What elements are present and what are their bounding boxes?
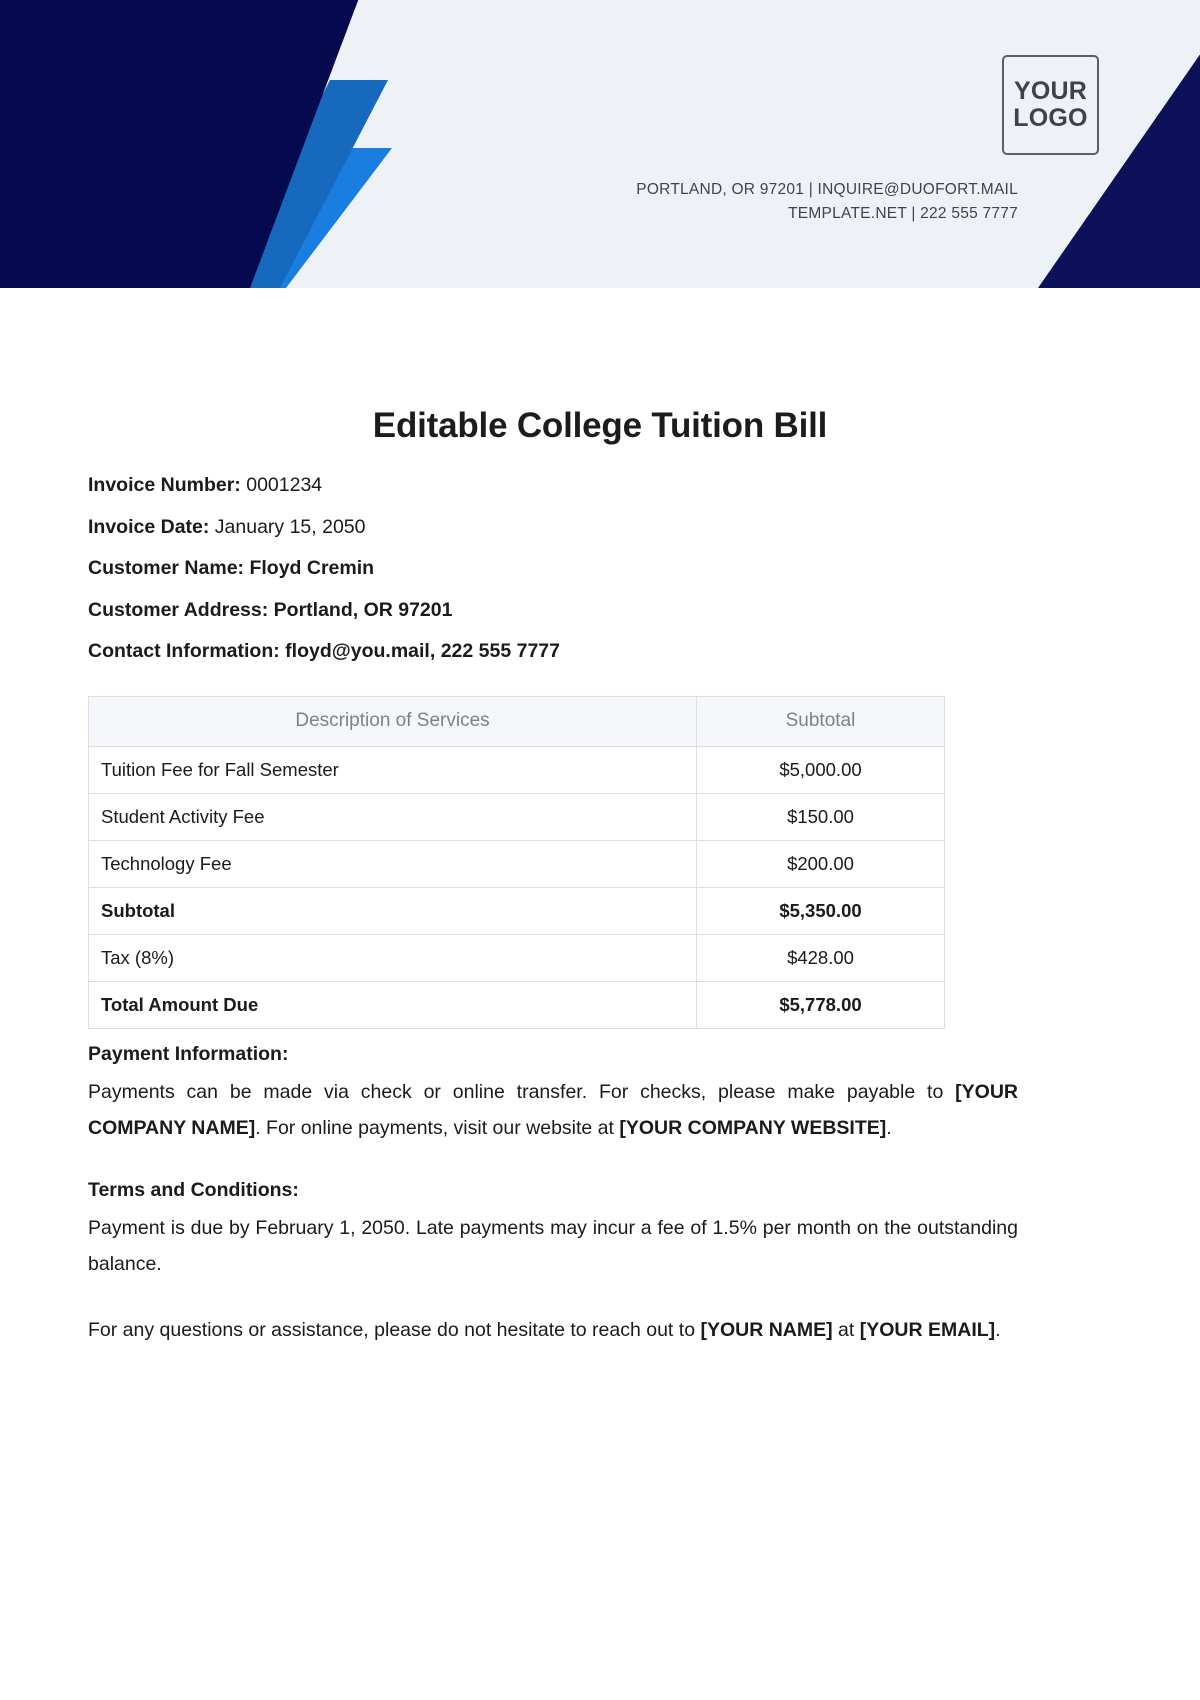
meta-customer-address-label: Customer Address: bbox=[88, 598, 269, 621]
row-description: Student Activity Fee bbox=[89, 793, 697, 840]
payment-placeholder-company-name: [YOUR COMPANY NAME] bbox=[88, 1080, 1018, 1139]
logo-placeholder bbox=[1002, 55, 1099, 155]
page-title: Editable College Tuition Bill bbox=[372, 406, 828, 445]
closing-placeholder-name: [YOUR NAME] bbox=[700, 1318, 833, 1341]
row-subtotal: $200.00 bbox=[697, 840, 945, 887]
invoice-table-body bbox=[89, 746, 945, 1028]
document-body bbox=[0, 406, 1200, 1349]
row-description: Tax (8%) bbox=[89, 934, 697, 981]
table-row-subtotal bbox=[89, 887, 945, 934]
row-subtotal: $5,350.00 bbox=[697, 887, 945, 934]
meta-customer-name-value: Floyd Cremin bbox=[249, 557, 375, 579]
meta-invoice-date bbox=[88, 515, 1112, 538]
meta-contact-information-label: Contact Information: bbox=[88, 640, 280, 662]
meta-contact-information bbox=[88, 642, 1112, 662]
invoice-table-head bbox=[89, 696, 945, 746]
closing-placeholder-email: [YOUR EMAIL] bbox=[859, 1318, 996, 1341]
table-row bbox=[89, 840, 945, 887]
payment-text-3: . bbox=[886, 1116, 892, 1139]
terms-and-conditions-section bbox=[88, 1179, 1112, 1283]
meta-invoice-number-label: Invoice Number: bbox=[88, 474, 241, 496]
invoice-meta-block bbox=[88, 476, 1112, 662]
payment-information-text bbox=[88, 1075, 1018, 1147]
table-row bbox=[89, 793, 945, 840]
row-subtotal: $428.00 bbox=[697, 934, 945, 981]
meta-customer-address-value: Portland, OR 97201 bbox=[273, 598, 453, 621]
table-row-tax bbox=[89, 934, 945, 981]
meta-customer-name-label: Customer Name: bbox=[88, 557, 245, 579]
table-row bbox=[89, 746, 945, 793]
row-description: Subtotal bbox=[89, 887, 697, 934]
payment-information-section bbox=[88, 1043, 1112, 1147]
payment-placeholder-company-website: [YOUR COMPANY WEBSITE] bbox=[619, 1116, 887, 1139]
company-contact-line-1: PORTLAND, OR 97201 | INQUIRE@DUOFORT.MAIL bbox=[636, 181, 1018, 198]
company-contact-line-2: TEMPLATE.NET | 222 555 7777 bbox=[788, 204, 1018, 222]
meta-invoice-number bbox=[88, 476, 1112, 496]
company-contact-block bbox=[500, 178, 1018, 225]
meta-customer-name bbox=[88, 559, 1112, 579]
closing-text bbox=[88, 1313, 1018, 1349]
row-description: Technology Fee bbox=[89, 840, 697, 887]
row-description: Total Amount Due bbox=[89, 981, 697, 1028]
terms-and-conditions-heading: Terms and Conditions: bbox=[88, 1178, 299, 1201]
page-header bbox=[0, 0, 1200, 288]
row-subtotal: $5,000.00 bbox=[697, 746, 945, 793]
row-subtotal: $5,778.00 bbox=[697, 981, 945, 1028]
payment-text-2: . For online payments, visit our website at bbox=[255, 1116, 620, 1139]
column-header-description: Description of Services bbox=[89, 696, 697, 746]
payment-text-1: Payments can be made via check or online transfer. For checks, please make payable to bbox=[88, 1080, 956, 1103]
closing-section bbox=[88, 1313, 1112, 1349]
meta-invoice-date-label: Invoice Date: bbox=[88, 515, 210, 538]
meta-invoice-date-value: January 15, 2050 bbox=[214, 515, 366, 538]
logo-line-1: YOUR bbox=[1013, 77, 1088, 105]
row-description: Tuition Fee for Fall Semester bbox=[89, 746, 697, 793]
logo-line-2: LOGO bbox=[1013, 104, 1088, 132]
row-subtotal: $150.00 bbox=[697, 793, 945, 840]
closing-text-3: . bbox=[995, 1318, 1001, 1341]
payment-information-heading: Payment Information: bbox=[88, 1042, 289, 1065]
terms-and-conditions-text: Payment is due by February 1, 2050. Late payments may incur a fee of 1.5% per month on the outstanding balance. bbox=[88, 1217, 1018, 1275]
meta-invoice-number-value: 0001234 bbox=[246, 474, 323, 496]
meta-customer-address bbox=[88, 598, 1112, 621]
column-header-subtotal: Subtotal bbox=[697, 696, 945, 746]
meta-contact-information-value: floyd@you.mail, 222 555 7777 bbox=[285, 640, 560, 662]
invoice-table bbox=[88, 696, 945, 1029]
table-row-total bbox=[89, 981, 945, 1028]
table-header-row bbox=[89, 696, 945, 746]
closing-text-1: For any questions or assistance, please do not hesitate to reach out to bbox=[88, 1318, 701, 1341]
closing-text-2: at bbox=[832, 1318, 860, 1341]
